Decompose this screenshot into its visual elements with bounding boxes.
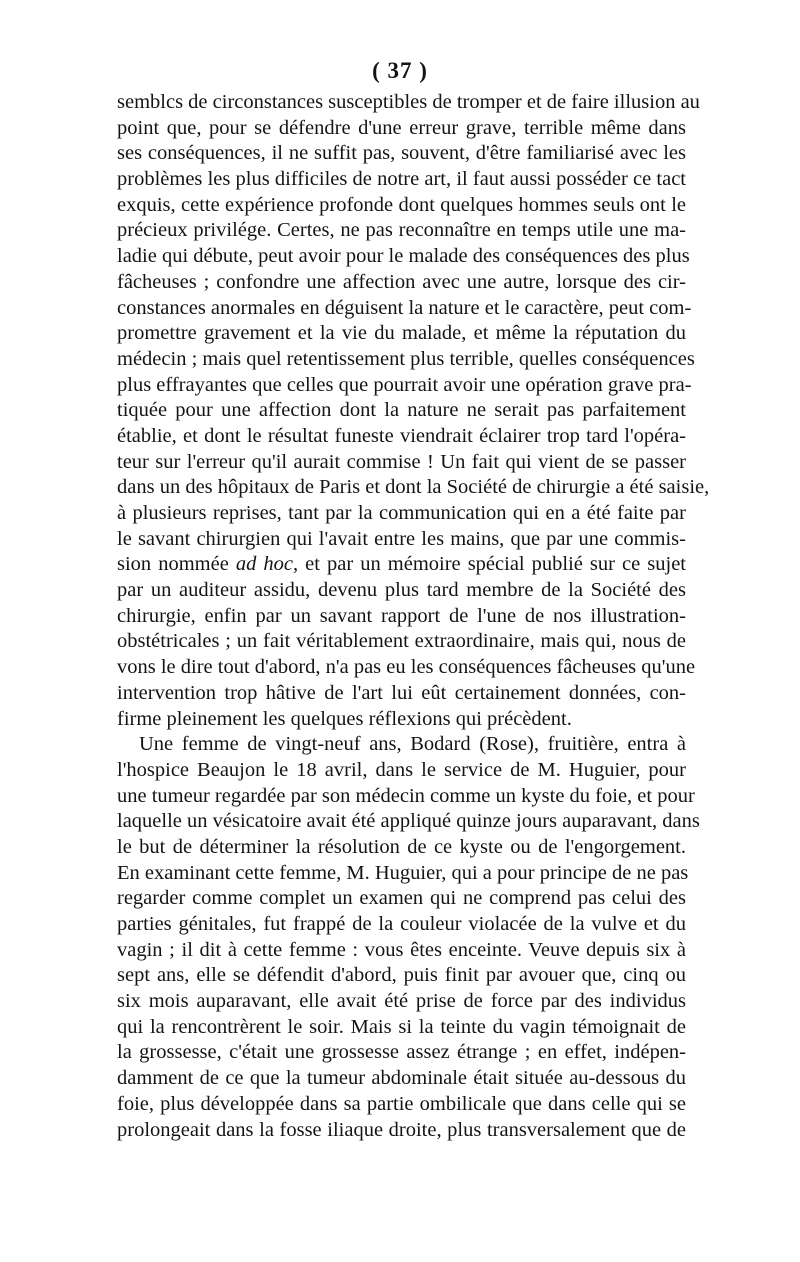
paragraph [117, 732, 700, 1143]
text-line: l'hospice Beaujon le 18 avril, dans le service de M. Huguier, pour [117, 758, 686, 781]
text-line: médecin ; mais quel retentissement plus terrible, quelles conséquences [117, 347, 695, 370]
text-line: par un auditeur assidu, devenu plus tard membre de la Société des [117, 579, 686, 602]
text-line: établie, et dont le résultat funeste viendrait éclairer trop tard l'opéra- [117, 424, 686, 447]
text-line: problèmes les plus difficiles de notre art, il faut aussi posséder ce tact [117, 168, 686, 191]
text-line: promettre gravement et la vie du malade, et même la réputation du [117, 322, 686, 345]
text-line: laquelle un vésicatoire avait été appliqué quinze jours auparavant, dans [117, 810, 700, 833]
text-line: firme pleinement les quelques réflexions qui précèdent. [117, 707, 572, 730]
italic-phrase: ad hoc [235, 553, 294, 576]
text-line: regarder comme complet un examen qui ne comprend pas celui des [117, 887, 686, 910]
text-line: ladie qui débute, peut avoir pour le malade des conséquences des plus [117, 245, 690, 268]
text-line: qui la rencontrèrent le soir. Mais si la teinte du vagin témoignait de [117, 1015, 686, 1038]
text-line: parties génitales, fut frappé de la couleur violacée de la vulve et du [117, 913, 686, 935]
text-line: précieux privilége. Certes, ne pas reconnaître en temps utile une ma- [117, 219, 686, 242]
body-text [117, 90, 710, 1143]
text-line: tiquée pour une affection dont la nature ne serait pas parfaitement [117, 399, 686, 422]
text-line: vagin ; il dit à cette femme : vous êtes enceinte. Veuve depuis six à [117, 938, 686, 961]
text-line: le savant chirurgien qui l'avait entre les mains, que par une commis- [117, 527, 686, 550]
text-line: sept ans, elle se défendit d'abord, puis finit par avouer que, cinq ou [117, 964, 686, 987]
text-line: constances anormales en déguisent la nature et le caractère, peut com- [117, 296, 692, 319]
page-number: ( 37 ) [372, 58, 428, 83]
text-line: semblcs de circonstances susceptibles de tromper et de faire illusion au [117, 91, 700, 113]
text-line: une tumeur regardée par son médecin comme un kyste du foie, et pour [117, 784, 695, 807]
text-line: obstétricales ; un fait véritablement extraordinaire, mais qui, nous de [117, 630, 686, 653]
text-line: plus effrayantes que celles que pourrait avoir une opération grave pra- [117, 373, 692, 396]
text-line: fâcheuses ; confondre une affection avec une autre, lorsque des cir- [117, 270, 686, 293]
text-line: teur sur l'erreur qu'il aurait commise ! Un fait qui vient de se passer [117, 450, 686, 473]
text-line: En examinant cette femme, M. Huguier, qui a pour principe de ne pas [117, 861, 689, 884]
text-line: vons le dire tout d'abord, n'a pas eu les conséquences fâcheuses qu'une [117, 656, 696, 679]
text-line: ses conséquences, il ne suffit pas, souvent, d'être familiarisé avec les [117, 142, 686, 165]
text-line: dans un des hôpitaux de Paris et dont la Société de chirurgie a été saisie, [117, 476, 710, 499]
text-line: Une femme de vingt-neuf ans, Bodard (Rose), fruitière, entra à [139, 733, 686, 756]
text-line: six mois auparavant, elle avait été prise de force par des individus [117, 990, 686, 1013]
text-line: prolongeait dans la fosse iliaque droite, plus transversalement que de [117, 1118, 686, 1141]
text-line: chirurgie, enfin par un savant rapport de l'une de nos illustration- [117, 604, 686, 627]
text-line: point que, pour se défendre d'une erreur grave, terrible même dans [117, 116, 686, 139]
text-line: sion nommée ad hoc, et par un mémoire spécial publié sur ce sujet [117, 553, 686, 576]
text-line: le but de déterminer la résolution de ce kyste ou de l'engorgement. [117, 835, 686, 858]
text-line: intervention trop hâtive de l'art lui eût certainement données, con- [117, 681, 686, 704]
text-line: exquis, cette expérience profonde dont quelques hommes seuls ont le [117, 193, 686, 216]
text-line: la grossesse, c'était une grossesse assez étrange ; en effet, indépen- [117, 1041, 686, 1064]
paragraph [117, 90, 710, 732]
text-line: à plusieurs reprises, tant par la communication qui en a été faite par [117, 502, 686, 524]
text-line: foie, plus développée dans sa partie ombilicale que dans celle qui se [117, 1092, 686, 1115]
text-line: damment de ce que la tumeur abdominale était située au-dessous du [117, 1067, 686, 1090]
